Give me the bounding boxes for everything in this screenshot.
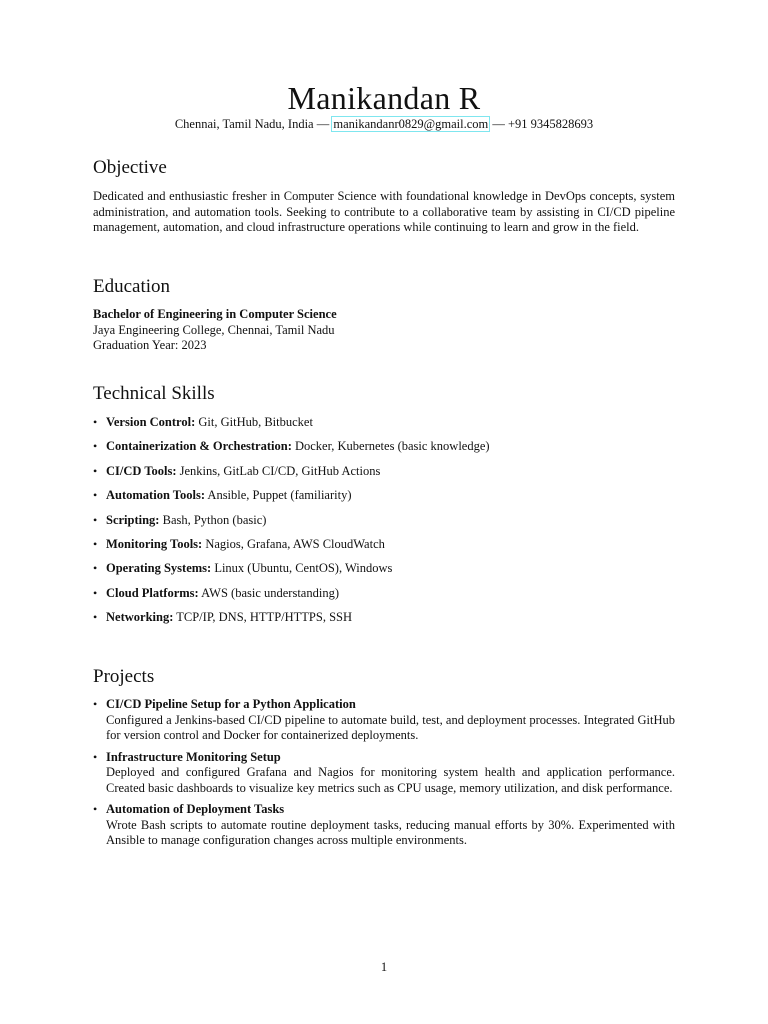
skill-value: Nagios, Grafana, AWS CloudWatch [202,536,385,551]
skill-label: Networking: [106,610,174,625]
bullet-icon: • [93,536,98,551]
skill-label: Scripting: [106,512,160,527]
skill-label: Cloud Platforms: [106,585,199,600]
skills-section [93,383,675,635]
bullet-icon: • [93,749,98,764]
skill-value: AWS (basic understanding) [198,585,339,600]
bullet-icon: • [93,802,98,816]
phone: +91 9345828693 [508,117,594,131]
section-title: Projects [93,666,155,687]
separator: — [313,117,333,131]
contact-line [0,116,768,132]
skill-label: CI/CD Tools: [106,463,177,478]
section-title: Objective [93,157,167,178]
location: Chennai, Tamil Nadu, India [174,117,314,131]
skill-value: Bash, Python (basic) [159,512,267,527]
list-item [93,537,675,553]
list-item [93,697,675,744]
bullet-icon: • [93,488,98,503]
skill-value: Linux (Ubuntu, CentOS), Windows [211,561,393,576]
bullet-icon: • [93,463,98,478]
projects-list [93,697,675,849]
bullet-icon: • [93,512,98,527]
objective-section [93,157,675,236]
skills-list [93,415,675,626]
list-item [93,561,675,577]
page-number: 1 [380,960,388,974]
skill-value: Git, GitHub, Bitbucket [195,415,313,429]
skill-label: Monitoring Tools: [106,536,203,551]
projects-section [93,666,675,855]
separator: — [489,117,508,131]
bullet-icon: • [93,561,98,576]
bullet-icon: • [93,415,98,429]
graduation-year: Graduation Year: 2023 [93,338,207,352]
skill-value: Docker, Kubernetes (basic knowledge) [291,439,490,454]
candidate-name: Manikandan R [287,80,481,116]
skill-label: Operating Systems: [106,561,212,576]
skill-value: Ansible, Puppet (familiarity) [204,488,352,503]
list-item [93,464,675,480]
list-item [93,415,675,431]
list-item [93,610,675,626]
project-description: Deployed and configured Grafana and Nagios for monitoring system health and application performance. Created basic dashboards to visualize key metrics such as CPU usage, memory utilization, and disk performance. [106,765,675,795]
list-item [93,439,675,455]
skill-value: Jenkins, GitLab CI/CD, GitHub Actions [176,463,381,478]
resume-header [0,80,768,132]
bullet-icon: • [93,439,98,454]
list-item [93,513,675,529]
list-item [93,750,675,797]
list-item [93,586,675,602]
project-name: Infrastructure Monitoring Setup [106,749,281,764]
bullet-icon: • [93,610,98,625]
bullet-icon: • [93,585,98,600]
project-name: CI/CD Pipeline Setup for a Python Application [106,697,356,711]
skill-value: TCP/IP, DNS, HTTP/HTTPS, SSH [173,610,352,625]
bullet-icon: • [93,697,98,711]
email-link[interactable]: manikandanr0829@gmail.com [333,117,489,131]
skill-label: Version Control: [106,415,196,429]
project-description: Wrote Bash scripts to automate routine deployment tasks, reducing manual efforts by 30%. Experimented with Ansible to manage configuration changes across multiple environments. [106,817,675,847]
list-item [93,802,675,849]
objective-text: Dedicated and enthusiastic fresher in Computer Science with foundational knowledge in DevOps concepts, system administration, and automation tools. Seeking to contribute to a collaborative team by assisting in CI/CD pipeline management, automation, and cloud infrastructure operations while continuing to learn and grow in the field. [93,189,675,234]
section-title: Education [93,276,171,297]
list-item [93,488,675,504]
college: Jaya Engineering College, Chennai, Tamil Nadu [93,322,335,337]
section-title: Technical Skills [93,383,215,404]
degree: Bachelor of Engineering in Computer Science [93,307,337,321]
project-description: Configured a Jenkins-based CI/CD pipeline to automate build, test, and deployment processes. Integrated GitHub for version control and Docker for containerized deployments. [106,712,675,742]
skill-label: Automation Tools: [106,488,205,503]
project-name: Automation of Deployment Tasks [106,802,285,816]
skill-label: Containerization & Orchestration: [106,439,292,454]
education-section [93,276,675,354]
